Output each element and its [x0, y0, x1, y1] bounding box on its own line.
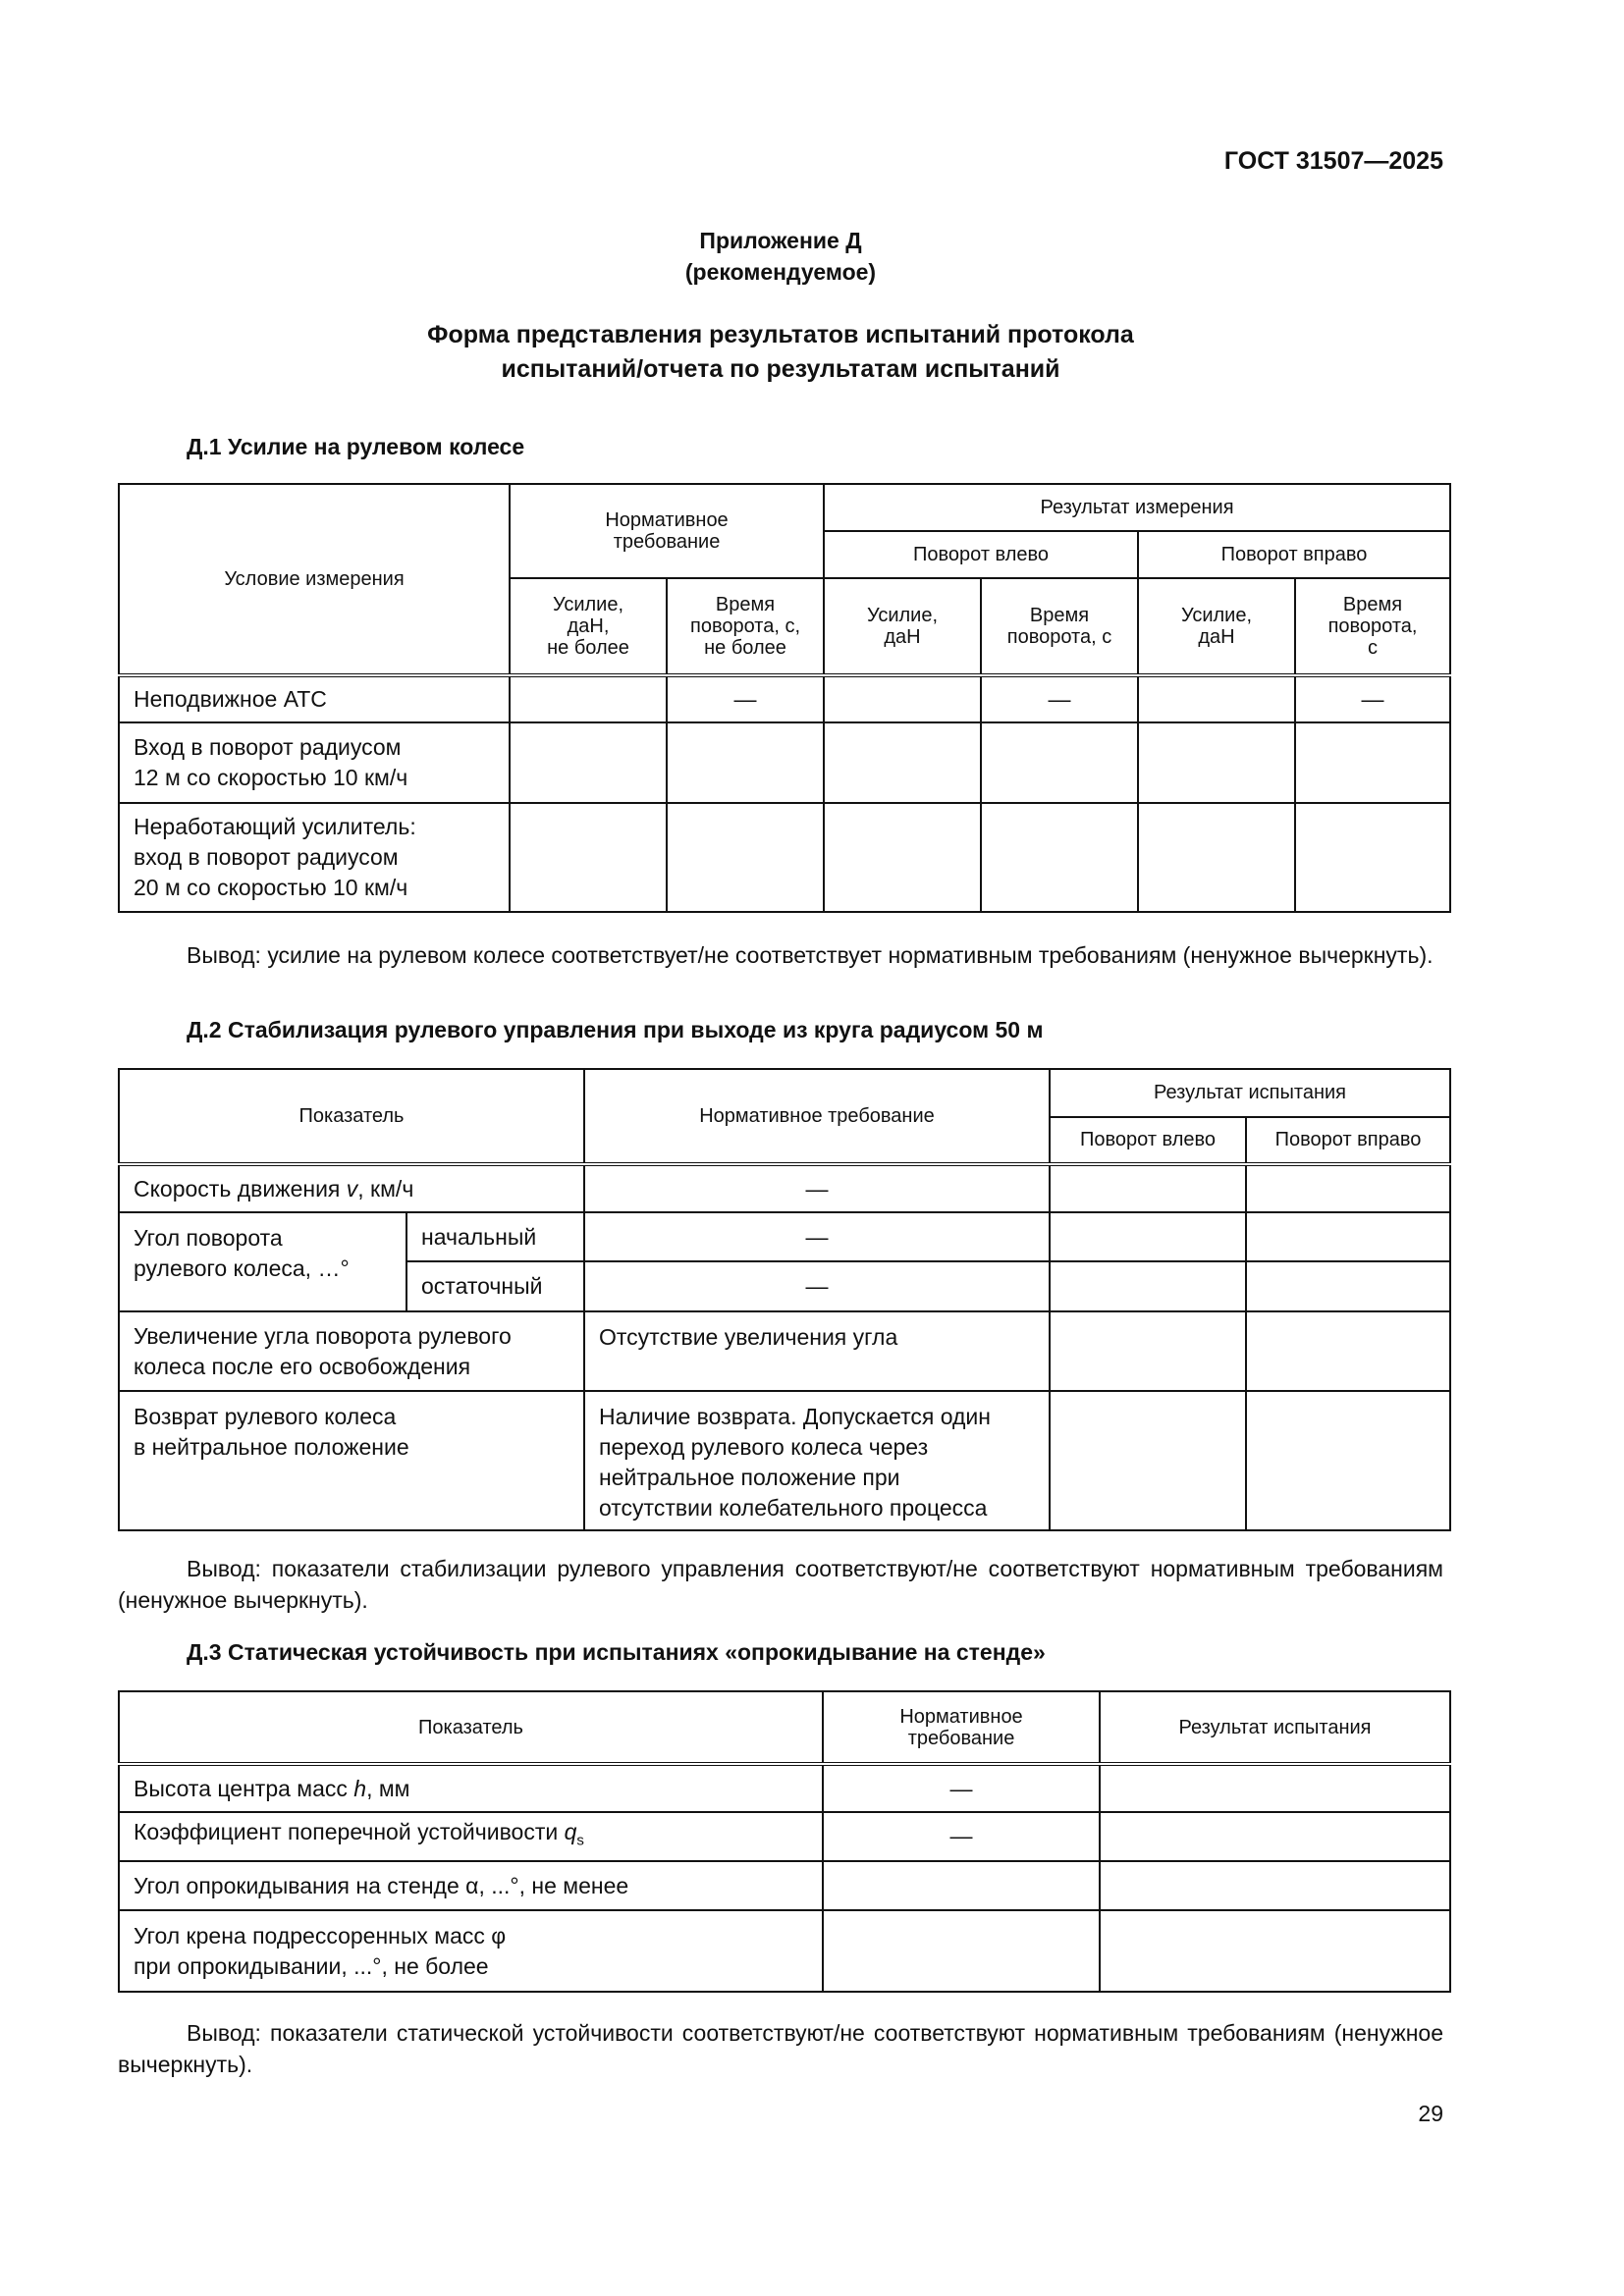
- coef-subscript: s: [576, 1832, 584, 1849]
- speed-variable: v: [346, 1175, 358, 1201]
- header-turn-left: Поворот влево: [824, 531, 1138, 578]
- table-row: [119, 1861, 1450, 1910]
- dash-cell: —: [1295, 675, 1450, 722]
- header-indicator: Показатель: [119, 1691, 823, 1764]
- document-code: ГОСТ 31507—2025: [1223, 147, 1443, 175]
- header-result: Результат измерения: [824, 484, 1450, 531]
- value-cell: [1138, 803, 1295, 912]
- normative-text: Отсутствие увеличения угла: [584, 1311, 1050, 1391]
- coef-variable: q: [564, 1819, 577, 1845]
- header-result: Результат испытания: [1050, 1069, 1450, 1117]
- form-title: [118, 318, 1443, 387]
- header-turn-right: Поворот вправо: [1138, 531, 1450, 578]
- row-label: Вход в поворот радиусом 12 м со скоростью 10 км/ч: [119, 722, 510, 803]
- header-right-force: Усилие, даН: [1138, 578, 1295, 674]
- row-label: [119, 1812, 823, 1861]
- section3-title: Д.3 Статическая устойчивость при испытаниях «опрокидывание на стенде»: [187, 1639, 1046, 1665]
- row-label: Увеличение угла поворота рулевого колеса после его освобождения: [119, 1311, 584, 1391]
- header-left-time: Время поворота, с: [981, 578, 1138, 674]
- value-cell: [981, 722, 1138, 803]
- coef-label: Коэффициент поперечной устойчивости: [134, 1819, 565, 1845]
- value-cell: [510, 675, 667, 722]
- header-normative: Нормативное требование: [584, 1069, 1050, 1164]
- value-cell: [1246, 1391, 1450, 1530]
- dash-cell: —: [981, 675, 1138, 722]
- table-row: [119, 1764, 1450, 1811]
- dash-cell: —: [667, 675, 824, 722]
- table-row: [119, 803, 1450, 912]
- height-label-suffix: , мм: [366, 1775, 410, 1801]
- dash-cell: —: [823, 1764, 1100, 1811]
- value-cell: [1050, 1164, 1246, 1212]
- value-cell: [1100, 1812, 1450, 1861]
- table-row: [119, 1212, 1450, 1262]
- header-indicator: Показатель: [119, 1069, 584, 1164]
- header-condition: Условие измерения: [224, 567, 405, 590]
- value-cell: [1100, 1910, 1450, 1992]
- static-stability-table: [118, 1690, 1451, 1993]
- table-row: [119, 1311, 1450, 1391]
- row-sublabel: остаточный: [406, 1261, 584, 1311]
- table-row: [119, 1164, 1450, 1212]
- height-variable: h: [353, 1775, 367, 1801]
- section3-conclusion: Вывод: показатели статической устойчивости соответствуют/не соответствуют нормативным требованиям (ненужное вычеркнуть).: [118, 2020, 1443, 2077]
- appendix-title: Приложение Д: [699, 228, 862, 253]
- section1-title: Д.1 Усилие на рулевом колесе: [187, 434, 525, 459]
- dash-cell: —: [584, 1164, 1050, 1212]
- section2-title: Д.2 Стабилизация рулевого управления при выходе из круга радиусом 50 м: [187, 1017, 1044, 1042]
- row-label: Угол поворота рулевого колеса, …°: [119, 1212, 406, 1311]
- row-sublabel: начальный: [406, 1212, 584, 1262]
- header-normative: Нормативное требование: [823, 1691, 1100, 1764]
- normative-text: Наличие возврата. Допускается один переход рулевого колеса через нейтральное положение при отсутствии колебательного процесса: [584, 1391, 1050, 1530]
- value-cell: [1100, 1861, 1450, 1910]
- dash-cell: —: [823, 1812, 1100, 1861]
- dash-cell: —: [584, 1261, 1050, 1311]
- value-cell: [510, 722, 667, 803]
- page-number: 29: [1418, 2101, 1443, 2126]
- value-cell: [1246, 1261, 1450, 1311]
- header-left-force: Усилие, даН: [824, 578, 981, 674]
- value-cell: [1246, 1311, 1450, 1391]
- value-cell: [1050, 1261, 1246, 1311]
- header-turn-left: Поворот влево: [1050, 1117, 1246, 1165]
- value-cell: [510, 803, 667, 912]
- value-cell: [1138, 722, 1295, 803]
- header-norm-force: Усилие, даН, не более: [510, 578, 667, 674]
- value-cell: [823, 1861, 1100, 1910]
- dash-cell: —: [584, 1212, 1050, 1262]
- appendix-status: (рекомендуемое): [684, 259, 877, 285]
- value-cell: [1050, 1391, 1246, 1530]
- height-label-prefix: Высота центра масс: [134, 1775, 354, 1801]
- value-cell: [1100, 1764, 1450, 1811]
- value-cell: [1295, 803, 1450, 912]
- value-cell: [667, 722, 824, 803]
- value-cell: [667, 803, 824, 912]
- row-label: Возврат рулевого колеса в нейтральное положение: [119, 1391, 584, 1530]
- speed-label-prefix: Скорость движения: [134, 1175, 347, 1201]
- table-row: [119, 1812, 1450, 1861]
- row-label: [119, 1164, 584, 1212]
- value-cell: [824, 722, 981, 803]
- value-cell: [824, 803, 981, 912]
- speed-label-suffix: , км/ч: [357, 1175, 414, 1201]
- value-cell: [1246, 1212, 1450, 1262]
- table-row: [119, 675, 1450, 722]
- value-cell: [1246, 1164, 1450, 1212]
- value-cell: [824, 675, 981, 722]
- table-row: [119, 1910, 1450, 1992]
- header-normative: Нормативное требование: [510, 484, 824, 578]
- value-cell: [981, 803, 1138, 912]
- row-label: [119, 1764, 823, 1811]
- header-result: Результат испытания: [1100, 1691, 1450, 1764]
- form-title-line2: испытаний/отчета по результатам испытаний: [501, 355, 1060, 383]
- value-cell: [1050, 1311, 1246, 1391]
- section2-conclusion: Вывод: показатели стабилизации рулевого управления соответствуют/не соответствуют нормативным требованиям (ненужное вычеркнуть).: [118, 1556, 1443, 1613]
- header-right-time: Время поворота, с: [1295, 578, 1450, 674]
- value-cell: [823, 1910, 1100, 1992]
- form-title-line1: Форма представления результатов испытаний протокола: [427, 321, 1134, 348]
- value-cell: [1138, 675, 1295, 722]
- row-label: Неработающий усилитель: вход в поворот радиусом 20 м со скоростью 10 км/ч: [119, 803, 510, 912]
- row-label: Угол крена подрессоренных масс φ при опрокидывании, ...°, не более: [119, 1910, 823, 1992]
- row-label: Угол опрокидывания на стенде α, ...°, не менее: [119, 1861, 823, 1910]
- steering-force-table: [118, 483, 1451, 913]
- header-norm-time: Время поворота, с, не более: [667, 578, 824, 674]
- value-cell: [1295, 722, 1450, 803]
- table-row: [119, 722, 1450, 803]
- row-label: Неподвижное АТС: [119, 675, 510, 722]
- section1-conclusion: Вывод: усилие на рулевом колесе соответствует/не соответствует нормативным требованиям (ненужное вычеркнуть).: [187, 942, 1434, 968]
- header-turn-right: Поворот вправо: [1246, 1117, 1450, 1165]
- stabilization-table: [118, 1068, 1451, 1531]
- table-row: [119, 1391, 1450, 1530]
- value-cell: [1050, 1212, 1246, 1262]
